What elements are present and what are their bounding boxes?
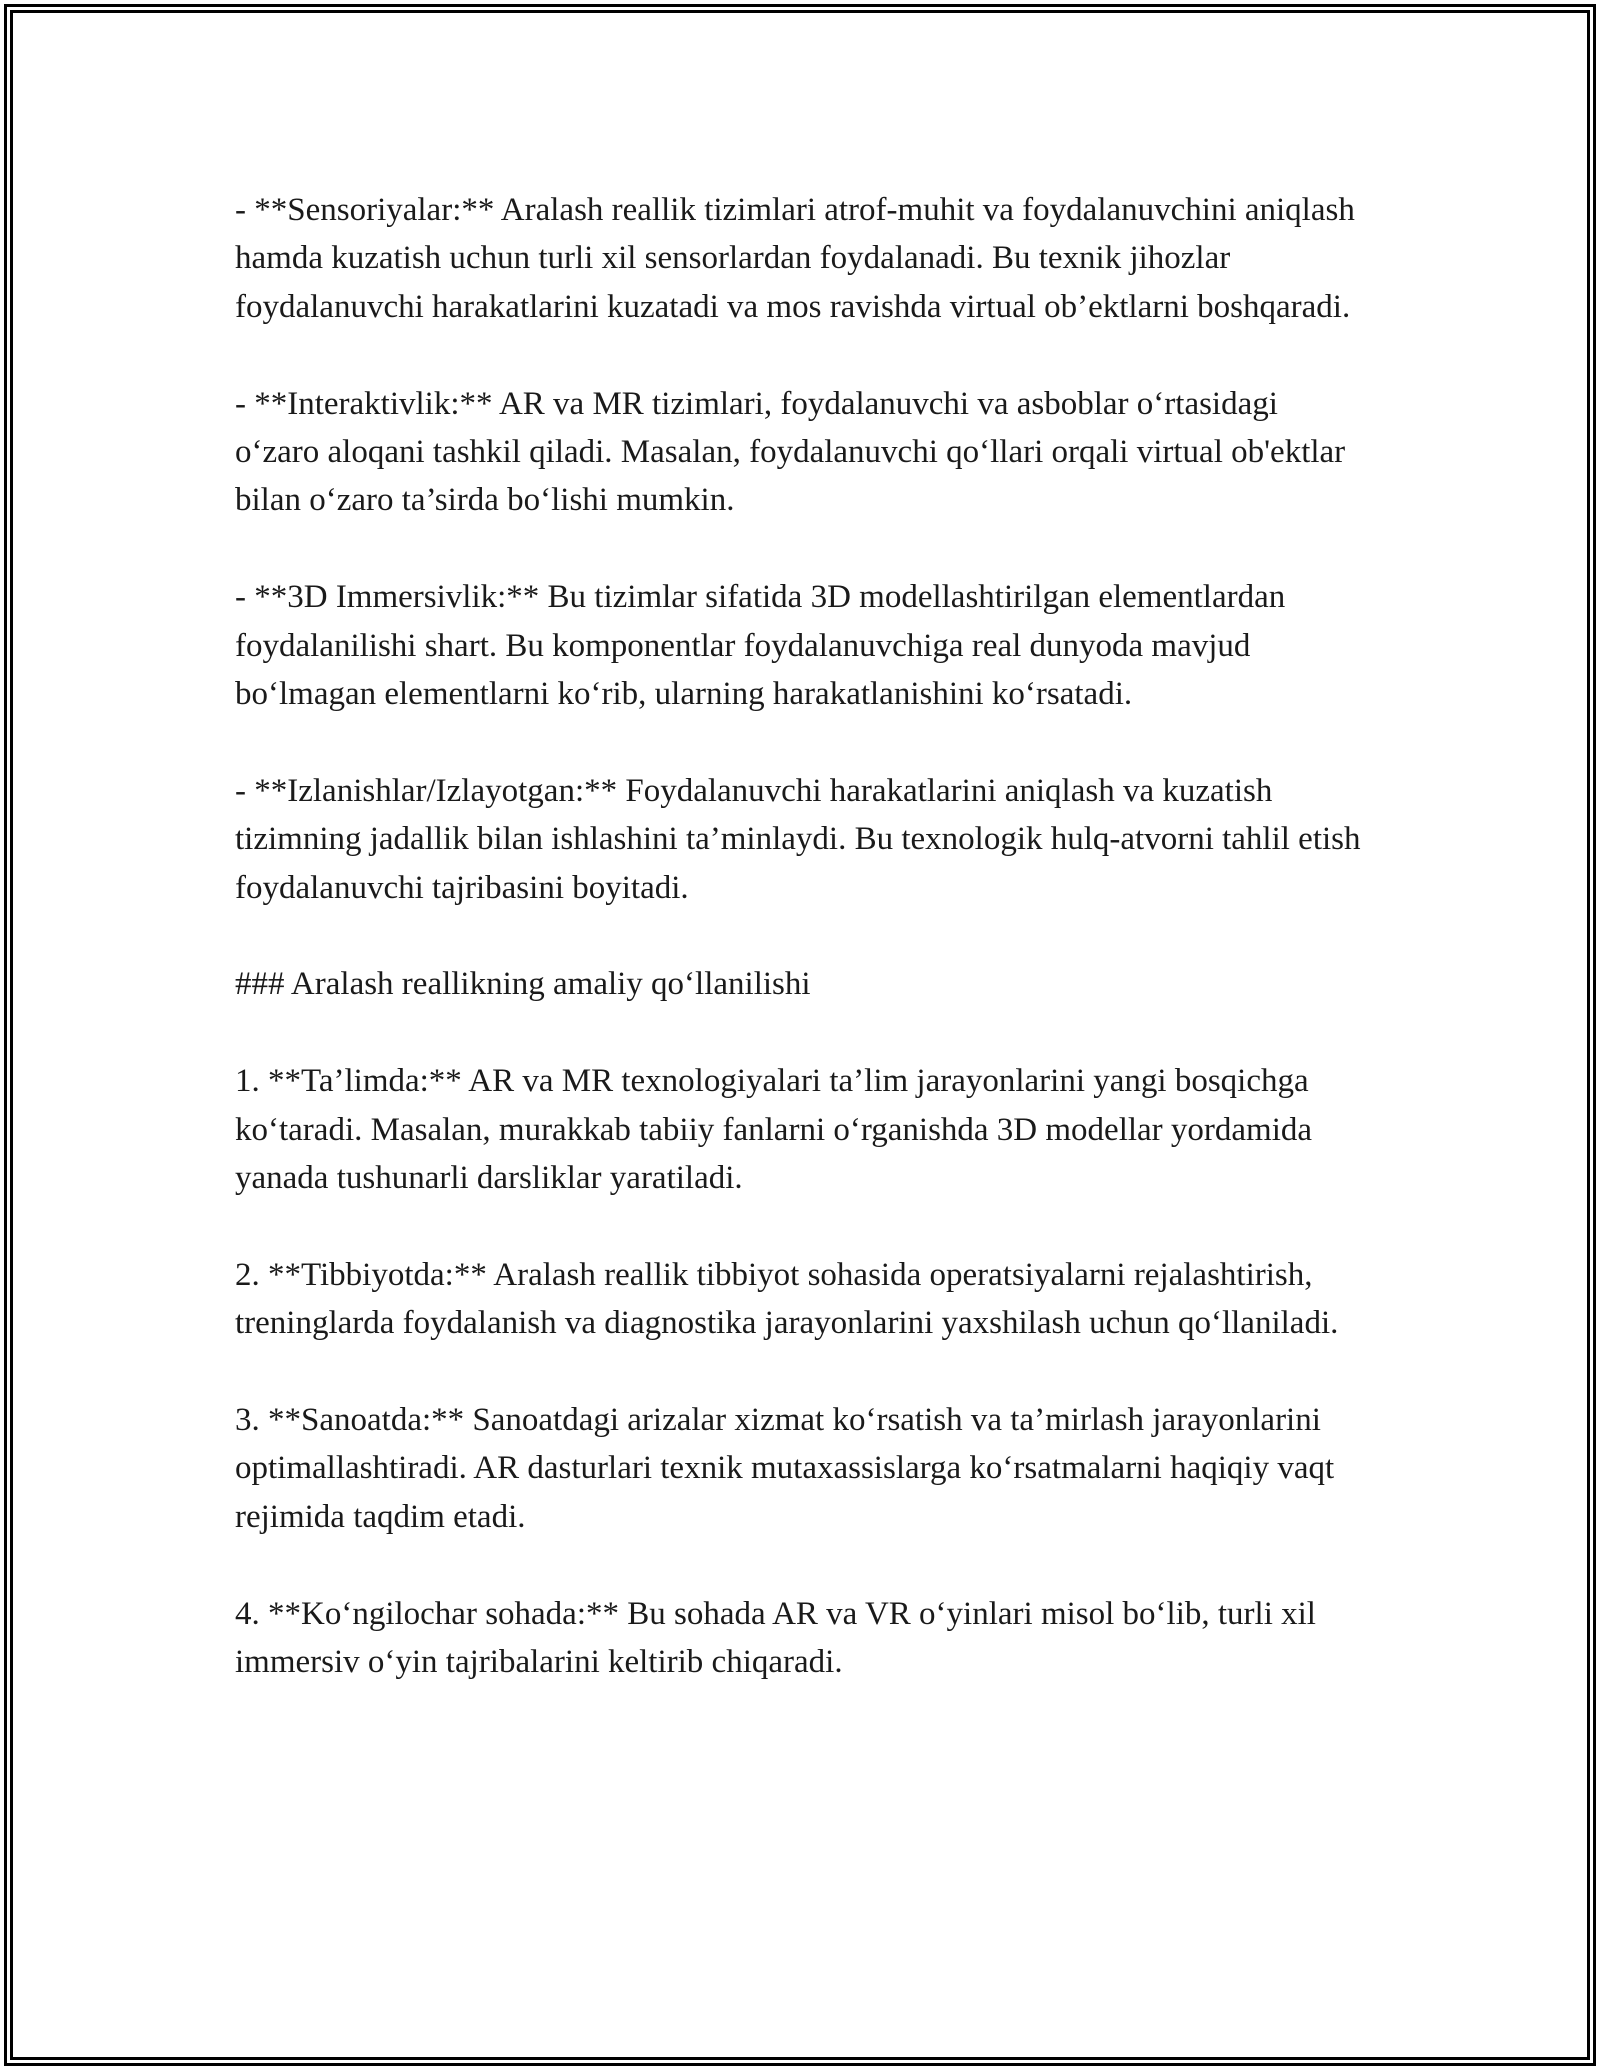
list-item-kongilochar: 4. **Ko‘ngilochar sohada:** Bu sohada AR va VR o‘yinlari misol bo‘lib, turli xil immersiv o‘yin tajribalarini keltirib chiqaradi. <box>235 1595 1316 1681</box>
paragraph-3d-immersivlik: - **3D Immersivlik:** Bu tizimlar sifatida 3D modellashtirilgan elementlardan foydalanilishi shart. Bu komponentlar foydalanuvchiga real dunyoda mavjud bo‘lmagan elementlarni ko‘rib, ularning harakatlanishini ko‘rsatadi. <box>235 579 1286 713</box>
paragraph-interaktivlik: - **Interaktivlik:** AR va MR tizimlari, foydalanuvchi va asboblar o‘rtasidagi o‘zaro aloqani tashkil qiladi. Masalan, foydalanuvchi qo‘llari orqali virtual ob'ektlar bilan o‘zaro ta’sirda bo‘lishi mumkin. <box>235 385 1346 519</box>
document-body <box>235 186 1365 1686</box>
section-heading: ### Aralash reallikning amaliy qo‘llanilishi <box>235 966 811 1003</box>
list-item-tibbiyotda: 2. **Tibbiyotda:** Aralash reallik tibbiyot sohasida operatsiyalarni rejalashtirish, treninglarda foydalanish va diagnostika jarayonlarini yaxshilash uchun qo‘llaniladi. <box>235 1256 1339 1342</box>
list-item-talimda: 1. **Ta’limda:** AR va MR texnologiyalari ta’lim jarayonlarini yangi bosqichga ko‘taradi. Masalan, murakkab tabiiy fanlarni o‘rganishda 3D modellar yordamida yanada tushunarli darsliklar yaratiladi. <box>235 1063 1313 1197</box>
paragraph-izlanishlar: - **Izlanishlar/Izlayotgan:** Foydalanuvchi harakatlarini aniqlash va kuzatish tizimning jadallik bilan ishlashini ta’minlaydi. Bu texnologik hulq-atvorni tahlil etish foydalanuvchi tajribasini boyitadi. <box>235 772 1361 906</box>
list-item-sanoatda: 3. **Sanoatda:** Sanoatdagi arizalar xizmat ko‘rsatish va ta’mirlash jarayonlarini optimallashtiradi. AR dasturlari texnik mutaxassislarga ko‘rsatmalarni haqiqiy vaqt rejimida taqdim etadi. <box>235 1402 1335 1535</box>
paragraph-sensoriyalar: - **Sensoriyalar:** Aralash reallik tizimlari atrof-muhit va foydalanuvchini aniqlash hamda kuzatish uchun turli xil sensorlardan foydalanadi. Bu texnik jihozlar foydalanuvchi harakatlarini kuzatadi va mos ravishda virtual ob’ektlarni boshqaradi. <box>235 192 1355 325</box>
